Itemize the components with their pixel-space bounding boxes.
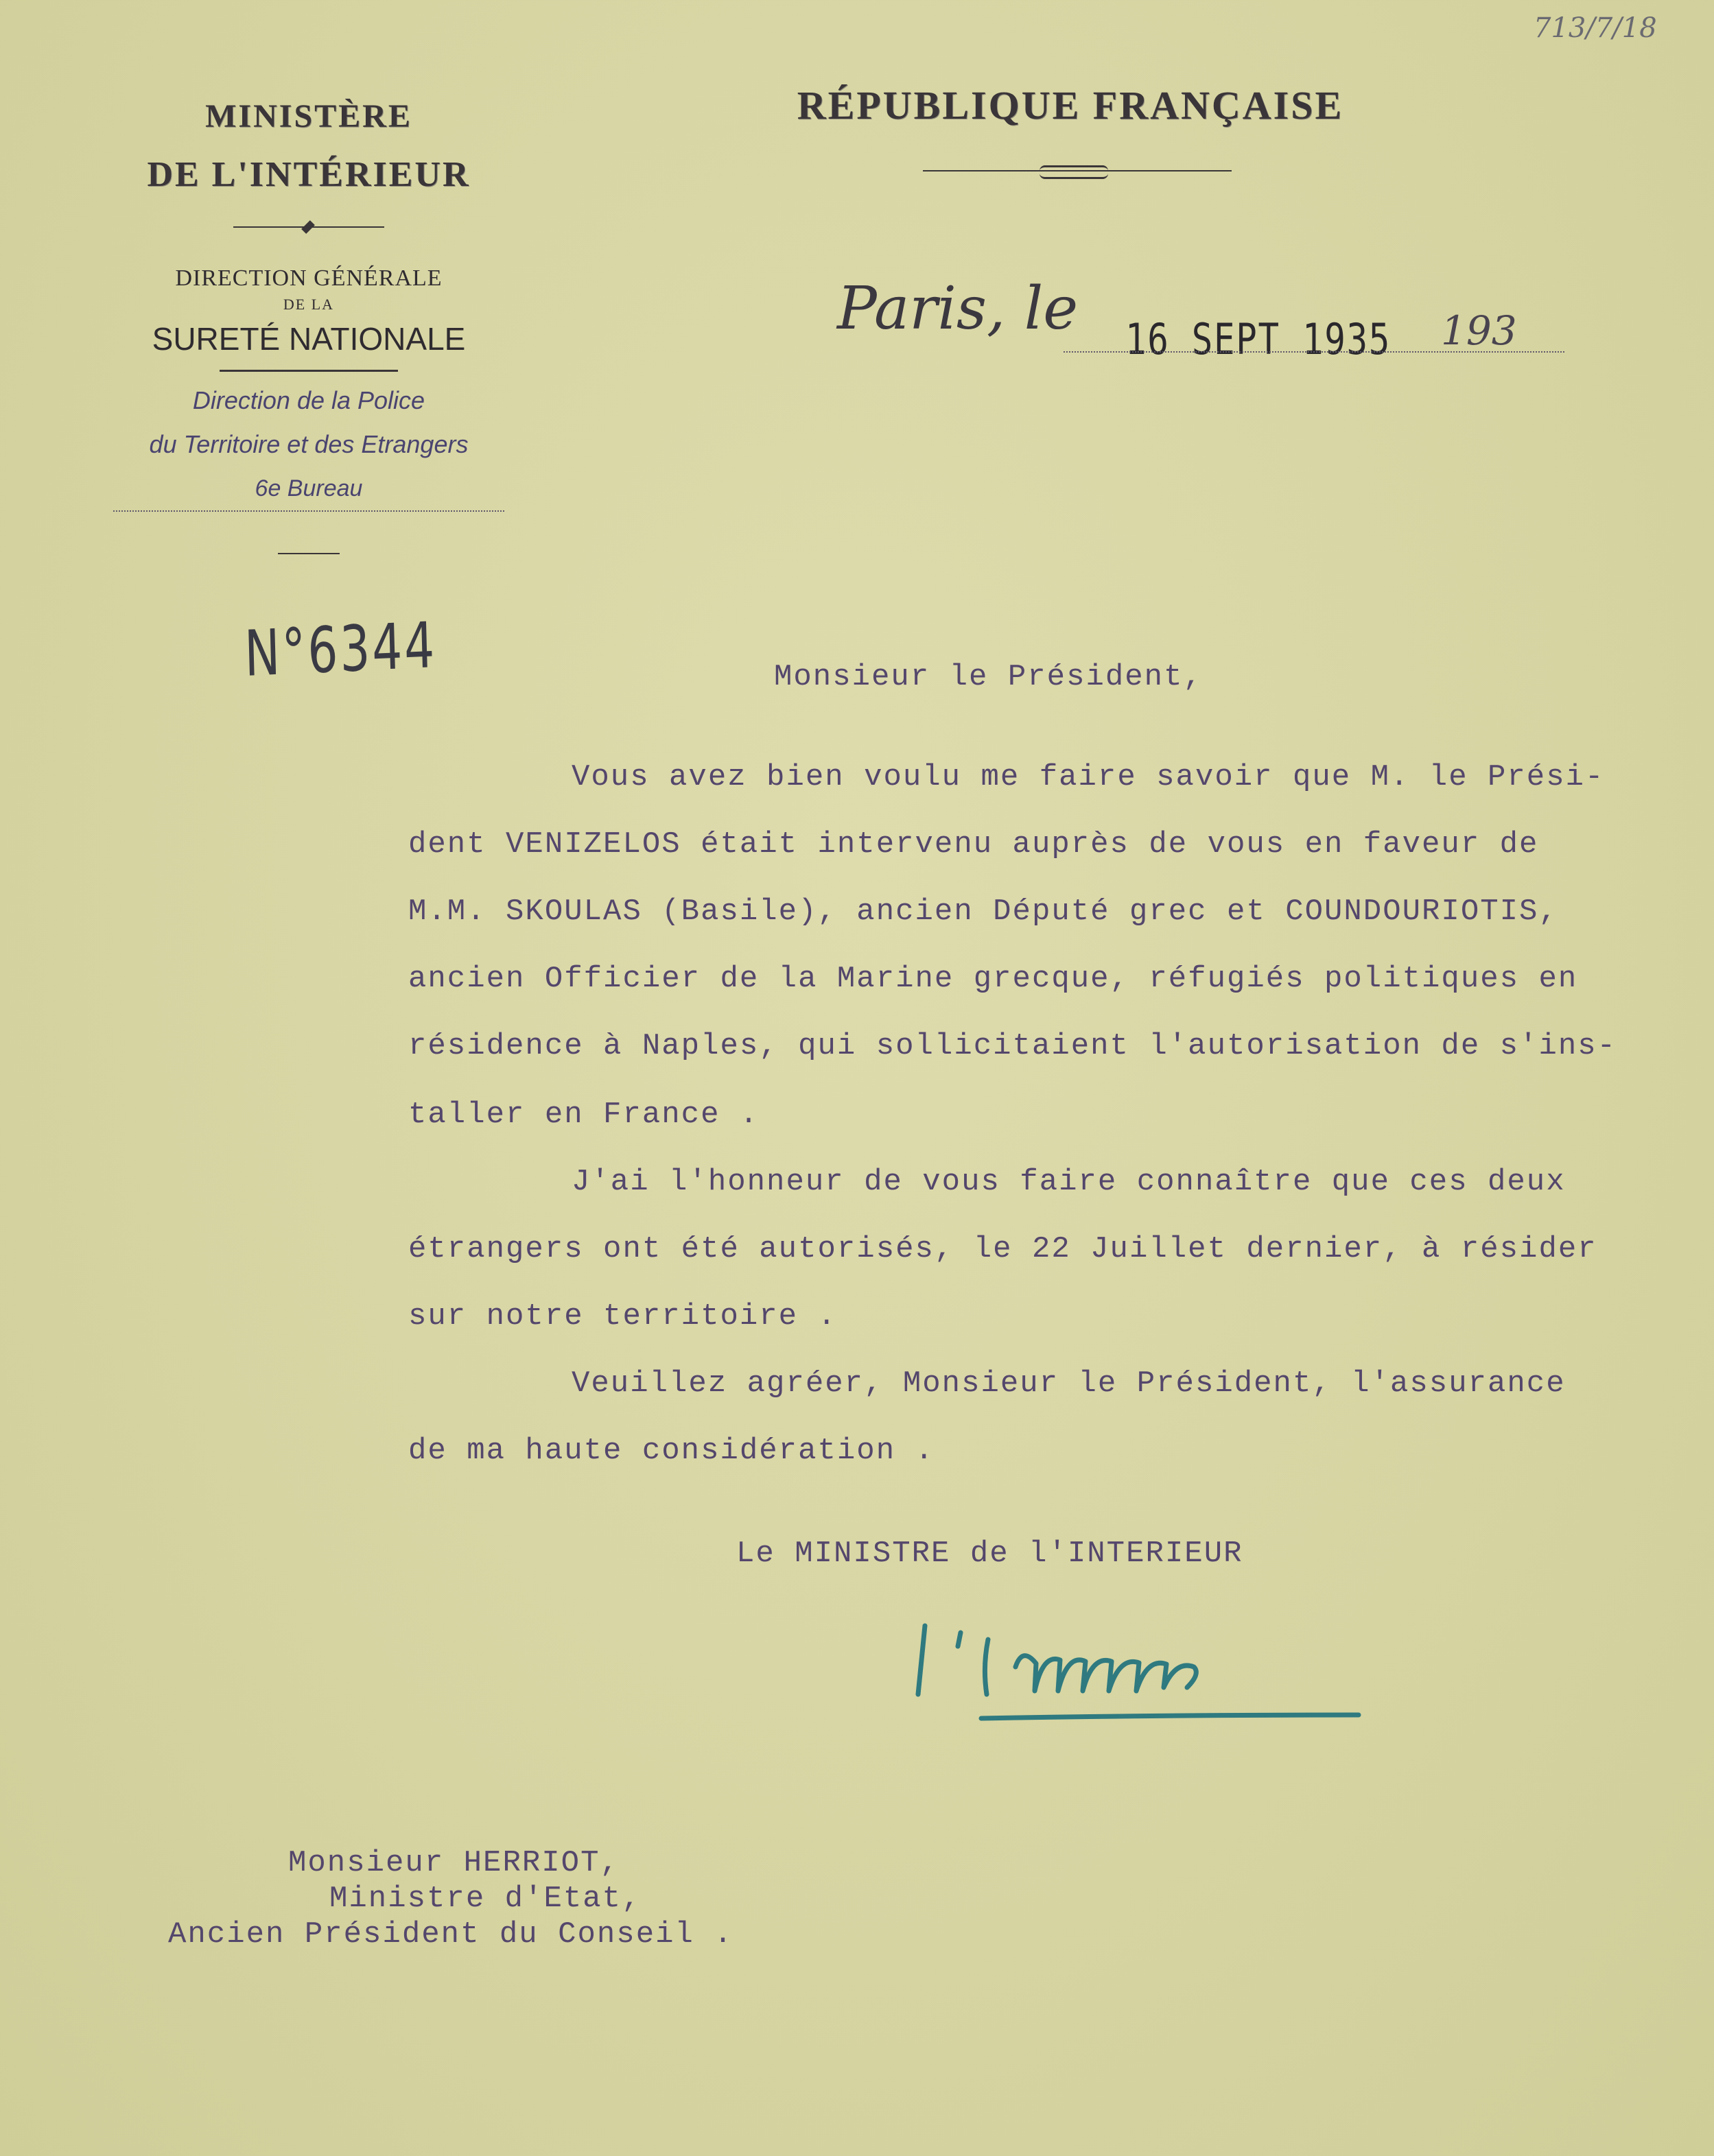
republique-divider [923,170,1232,171]
de-la: DE LA [283,296,335,313]
reference-number: N°6344 [244,608,438,691]
addressee [168,1845,733,1952]
letter-line-2: dent VENIZELOS était intervenu auprès de vous en faveur de [408,827,1539,862]
letter-line-8: étrangers ont été autorisés, le 22 Juillet dernier, à résider [408,1232,1597,1266]
bureau-line [113,466,504,512]
letter-line-5: résidence à Naples, qui sollicitaient l'autorisation de s'ins- [408,1029,1617,1063]
signatory: Le MINISTRE de l'INTERIEUR [736,1537,1243,1571]
surete-divider [220,370,398,372]
bureau-divider [278,553,340,554]
bureau: 6e Bureau [255,475,363,501]
letterhead-divider [233,226,384,228]
date-dotted-line [1064,351,1564,353]
letter-line-9: sur notre territoire . [408,1299,837,1334]
signature [906,1598,1427,1736]
addressee-line-2: Ministre d'Etat, [329,1882,642,1916]
direction-generale: DIRECTION GÉNÉRALE [175,265,443,291]
salutation: Monsieur le Président, [774,660,1203,694]
surete-nationale: SURETÉ NATIONALE [152,321,466,357]
letterhead [69,82,549,554]
place-label: Paris, le [837,274,1079,343]
date-stamp: 16 SEPT 1935 [1125,314,1391,364]
addressee-line-3: Ancien Président du Conseil . [168,1917,733,1952]
archive-reference: 713/7/18 [1534,12,1657,44]
letter-line-3: M.M. SKOULAS (Basile), ancien Député grec et COUNDOURIOTIS, [408,895,1558,929]
year-prefix: 193 [1441,307,1517,354]
ministry-line-2: DE L'INTÉRIEUR [147,155,471,194]
letter-line-4: ancien Officier de la Marine grecque, réfugiés politiques en [408,962,1578,996]
ministry-line-1: MINISTÈRE [205,98,412,134]
letter-line-11: de ma haute considération . [408,1434,935,1468]
date-line [837,274,1564,364]
letter-line-1: Vous avez bien voulu me faire savoir que M. le Prési- [572,760,1605,794]
letter-line-10: Veuillez agréer, Monsieur le Président, l'assurance [572,1366,1566,1401]
addressee-line-1: Monsieur HERRIOT, [288,1846,620,1880]
police-direction-line-2: du Territoire et des Etrangers [149,430,469,458]
letter-line-6: taller en France . [408,1098,760,1132]
republique-francaise: RÉPUBLIQUE FRANÇAISE [797,83,1344,128]
letter-line-7: J'ai l'honneur de vous faire connaître que ces deux [572,1165,1566,1199]
police-direction-line-1: Direction de la Police [192,386,425,414]
